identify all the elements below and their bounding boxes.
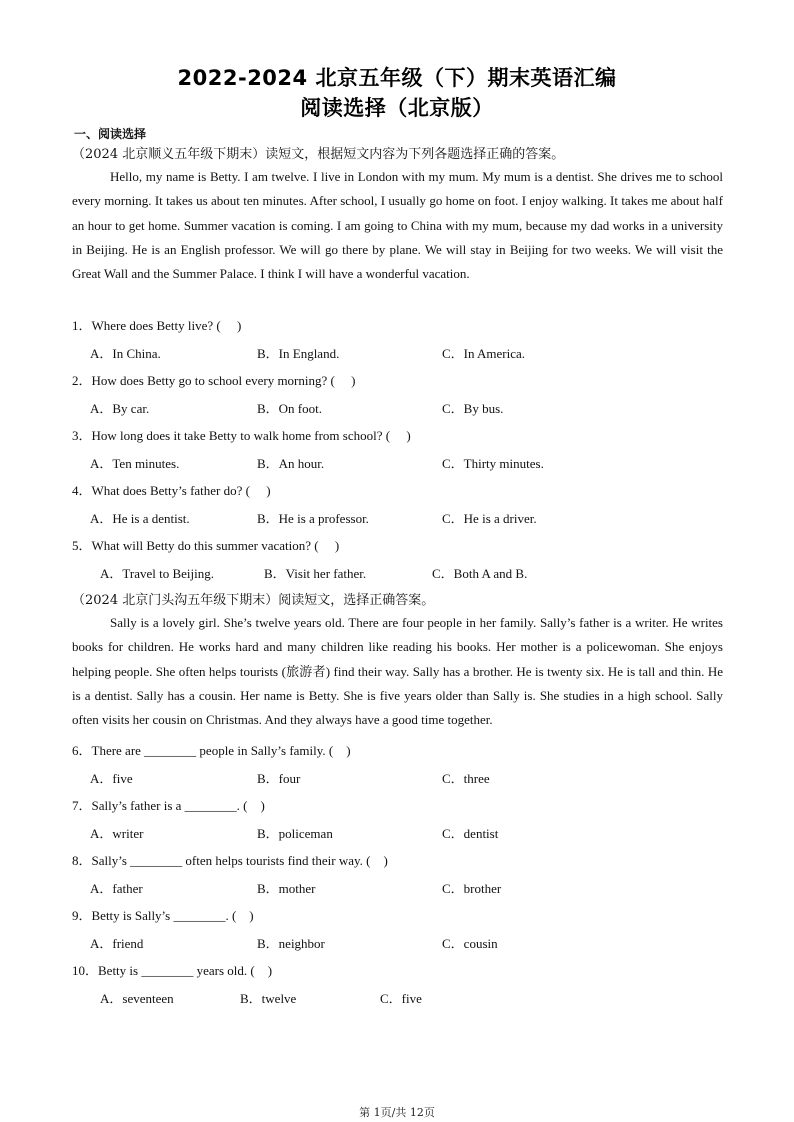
question-3-option-a: A．Ten minutes. [90,456,180,471]
question-8: 8．Sally’s ________ often helps tourists find their way. ( ) [72,853,388,868]
document-title: 2022-2024 北京五年级（下）期末英语汇编 [177,66,617,90]
question-1-option-c: C．In America. [442,346,526,361]
question-5-option-c: C．Both A and B. [432,566,528,581]
question-4: 4．What does Betty’s father do? ( ) [72,483,271,498]
question-7-option-c: C．dentist [442,826,499,841]
question-4-option-b: B．He is a professor. [257,511,369,526]
question-6-option-b: B．four [257,771,301,786]
question-2-option-c: C．By bus. [442,401,504,416]
question-7-option-a: A．writer [90,826,144,841]
question-2-option-b: B．On foot. [257,401,323,416]
document-subtitle: 阅读选择（北京版） [300,96,494,120]
question-8-option-b: B．mother [257,881,316,896]
question-5-option-b: B．Visit her father. [264,566,367,581]
question-1-option-b: B．In England. [257,346,340,361]
question-8-option-c: C．brother [442,881,502,896]
passage-1-text: Hello, my name is Betty. I am twelve. I live in London with my mum. My mum is a dentist. She drives me to school every morning. It takes us about ten minutes. After school, I usually go home on foot. I enjoy walking. It takes me about half an hour to get home. Summer vacation is coming. I am going to China with my mum, because my dad works in a university in Beijing. He is an English professor. We will go there by plane. We will stay in Beijing for two weeks. We will visit the Great Wall and the Summer Palace. I think I will have a wonderful vacation. [72,169,723,282]
question-4-option-a: A．He is a dentist. [90,511,190,526]
question-10: 10．Betty is ________ years old. ( ) [72,963,273,978]
question-7-option-b: B．policeman [257,826,333,841]
question-6-option-a: A．five [90,771,133,786]
question-6-option-c: C．three [442,771,490,786]
question-3-option-b: B．An hour. [257,456,325,471]
passage-2-text: Sally is a lovely girl. She’s twelve years old. There are four people in her family. Sally’s father is a writer. He writes books for children. He works hard and many children like reading his books. Her mother is a policewoman. She enjoys helping people. She often helps tourists (旅游者) find their way. Sally has a brother. He is twenty six. He is tall and thin. He is a dentist. Sally has a cousin. Her name is Betty. She is five years older than Sally is. She studies in a high school. Sally often visits her cousin on Christmas. And they always have a good time together. [72,615,723,728]
question-5: 5．What will Betty do this summer vacation? ( ) [72,538,340,553]
question-3: 3．How long does it take Betty to walk home from school? ( ) [72,428,411,443]
question-2-option-a: A．By car. [90,401,150,416]
question-7: 7．Sally’s father is a ________. ( ) [72,798,265,813]
page-number: 第 1页/共 12页 [359,1106,435,1119]
question-10-option-b: B．twelve [240,991,297,1006]
section-heading: 一、阅读选择 [74,127,147,141]
question-5-option-a: A．Travel to Beijing. [100,566,214,581]
question-10-option-c: C．five [380,991,422,1006]
question-8-option-a: A．father [90,881,143,896]
question-3-option-c: C．Thirty minutes. [442,456,544,471]
passage-2-source: （2024 北京门头沟五年级下期末）阅读短文，选择正确答案。 [72,593,435,608]
question-9: 9．Betty is Sally’s ________. ( ) [72,908,254,923]
question-1-option-a: A．In China. [90,346,161,361]
question-2: 2．How does Betty go to school every morning? ( ) [72,373,356,388]
question-9-option-c: C．cousin [442,936,498,951]
question-4-option-c: C．He is a driver. [442,511,537,526]
question-9-option-b: B．neighbor [257,936,325,951]
question-1: 1．Where does Betty live? ( ) [72,318,242,333]
question-10-option-a: A．seventeen [100,991,174,1006]
question-9-option-a: A．friend [90,936,144,951]
question-6: 6．There are ________ people in Sally’s family. ( ) [72,743,351,758]
passage-1-source: （2024 北京顺义五年级下期末）读短文，根据短文内容为下列各题选择正确的答案。 [72,147,565,162]
